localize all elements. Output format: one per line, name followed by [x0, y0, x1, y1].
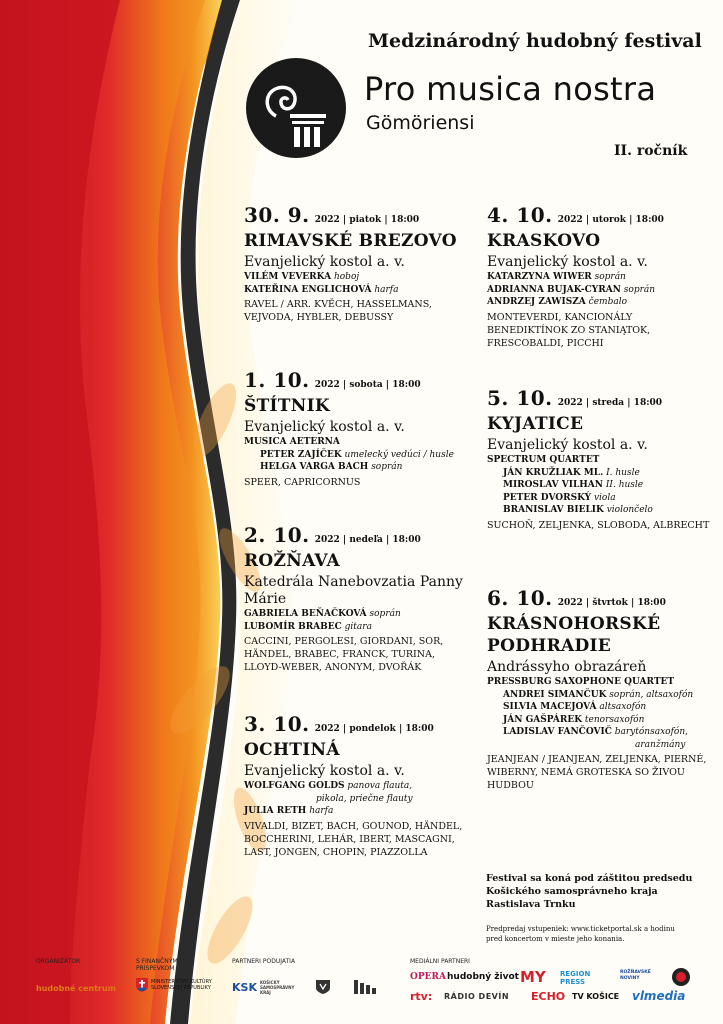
- performer: aranžmány: [635, 739, 686, 750]
- event-rimavske-brezovo: [244, 205, 474, 324]
- financial-label: S FINANČNÝM PRÍSPEVKOM: [136, 958, 178, 972]
- event-meta: 2022 | pondelok | 18:00: [314, 724, 434, 734]
- festival-heading: Medzinárodný hudobný festival: [368, 30, 702, 52]
- event-venue: Evanjelický kostol a. v.: [244, 254, 405, 270]
- performer: ANDRZEJ ZAWISZA čembalo: [487, 297, 627, 307]
- event-town: KRASKOVO: [487, 231, 601, 251]
- event-meta: 2022 | nedeľa | 18:00: [314, 535, 421, 545]
- event-program: JEANJEAN / JEANJEAN, ZELJENKA, PIERNÉ, WIBERNY, NEMÁ GROTESKA SO ŽIVOU HUDBOU: [487, 754, 707, 791]
- event-date: 5. 10.: [487, 386, 553, 410]
- ministry-logo[interactable]: MINISTERSTVO KULTÚRY SLOVENSKEJ REPUBLIKY: [136, 978, 215, 992]
- ticket-info: Predpredaj vstupeniek: www.ticketportal.sk a hodinu pred koncertom v mieste jeho konania.: [486, 925, 675, 943]
- media-opera-logo[interactable]: OPERA: [410, 972, 446, 982]
- event-stitnik: [244, 370, 474, 489]
- event-venue: Evanjelický kostol a. v.: [244, 763, 405, 779]
- partner-building-icon[interactable]: [354, 980, 376, 994]
- event-town: ROŽŇAVA: [244, 551, 340, 571]
- event-program: RAVEL / ARR. KVĚCH, HASSELMANS, VEJVODA, HYBLER, DEBUSSY: [244, 299, 432, 323]
- media-rtv-logo[interactable]: rtv:: [410, 990, 433, 1003]
- event-venue: Evanjelický kostol a. v.: [487, 437, 648, 453]
- event-venue: Katedrála Nanebovzatia Panny Márie: [244, 574, 463, 607]
- event-program: SUCHOŇ, ZELJENKA, SLOBODA, ALBRECHT: [487, 519, 710, 531]
- performer: ANDREI SIMANČUK soprán, altsaxofón: [503, 689, 694, 700]
- performer: MUSICA AETERNA: [244, 437, 340, 447]
- event-program: MONTEVERDI, KANCIONÁLY BENEDIKTÍNOK ZO STANIĄTOK, FRESCOBALDI, PICCHI: [487, 311, 651, 349]
- media-echo-logo[interactable]: ECHO: [531, 990, 566, 1003]
- performer: JÁN GAŠPÁREK tenorsaxofón: [503, 714, 645, 725]
- event-program: SPEER, CAPRICORNUS: [244, 476, 361, 488]
- performer: JÁN KRUŽLIAK ML. I. husle: [503, 467, 640, 478]
- event-town: ŠTÍTNIK: [244, 396, 330, 416]
- media-roznavske-noviny-logo[interactable]: ROŽŇAVSKÉ NOVINY: [620, 970, 651, 981]
- ksk-logo[interactable]: KSK KOŠICKÝ SAMOSPRÁVNY KRAJ: [232, 980, 295, 995]
- performer: JULIA RETH harfa: [244, 806, 334, 816]
- partners-label: PARTNERI PODUJATIA: [232, 958, 296, 965]
- event-roznava: [244, 525, 474, 674]
- event-meta: 2022 | streda | 18:00: [557, 398, 663, 408]
- edition-label: II. ročník: [614, 143, 688, 159]
- event-kyjatice: [487, 388, 712, 532]
- event-meta: 2022 | štvrtok | 18:00: [557, 598, 666, 608]
- media-my-logo[interactable]: MY: [520, 968, 546, 986]
- event-venue: Evanjelický kostol a. v.: [487, 254, 648, 270]
- column-capital-logo-icon: [246, 58, 346, 158]
- event-date: 3. 10.: [244, 712, 310, 736]
- event-date: 30. 9.: [244, 203, 310, 227]
- event-meta: 2022 | piatok | 18:00: [314, 215, 420, 225]
- event-date: 4. 10.: [487, 203, 553, 227]
- event-program: VIVALDI, BIZET, BACH, GOUNOD, HÄNDEL, BOCCHERINI, LEHÁR, IBERT, MASCAGNI, LAST, JONGEN, CHOPIN, PIAZZOLLA: [244, 820, 463, 858]
- performer: SILVIA MACEJOVÁ altsaxofón: [503, 702, 647, 712]
- media-radio-devin-logo[interactable]: RÁDIO DEVÍN: [444, 992, 510, 1001]
- event-date: 1. 10.: [244, 368, 310, 392]
- performer: VILÉM VEVERKA hoboj: [244, 272, 360, 282]
- event-date: 2. 10.: [244, 523, 310, 547]
- performer: PETER DVORSKÝ viola: [503, 492, 616, 503]
- event-venue: Evanjelický kostol a. v.: [244, 419, 405, 435]
- media-hudobny-zivot-logo[interactable]: hudobný život: [447, 972, 519, 982]
- event-venue: Andrássyho obrazáreň: [487, 659, 647, 675]
- performer: PETER ZAJÍČEK umelecký vedúci / husle: [260, 449, 454, 460]
- performer: KATEŘINA ENGLICHOVÁ harfa: [244, 284, 399, 295]
- event-date: 6. 10.: [487, 586, 553, 610]
- event-town: KRÁSNOHORSKÉ PODHRADIE: [487, 614, 661, 656]
- organizer-label: ORGANIZÁTOR: [36, 958, 81, 965]
- event-meta: 2022 | sobota | 18:00: [314, 380, 421, 390]
- media-tv-kosice-logo[interactable]: TV KOŠICE: [572, 992, 620, 1001]
- performer: SPECTRUM QUARTET: [487, 455, 600, 465]
- event-krasnohorske-podhradie: [487, 588, 707, 792]
- event-ochtina: [244, 714, 474, 859]
- festival-subtitle: Gömöriensi: [366, 112, 475, 134]
- performer: BRANISLAV BIELIK violončelo: [503, 505, 653, 515]
- performer: WOLFGANG GOLDS panova flauta,: [244, 781, 413, 791]
- event-program: CACCINI, PERGOLESI, GIORDANI, SOR, HÄNDEL, BRABEC, FRANCK, TURINA, LLOYD-WEBER, ANONYM, DVOŘÁK: [244, 636, 444, 673]
- performer: pikola, priečne flauty: [316, 793, 413, 804]
- performer: LUBOMÍR BRABEC gitara: [244, 621, 372, 632]
- performer: HELGA VARGA BACH soprán: [260, 462, 403, 472]
- media-label: MEDIÁLNI PARTNERI: [410, 958, 470, 965]
- festival-title: Pro musica nostra: [364, 70, 657, 108]
- performer: KATARZYNA WIWER soprán: [487, 272, 626, 282]
- event-meta: 2022 | utorok | 18:00: [557, 215, 664, 225]
- media-vlmedia-logo[interactable]: vlmedia: [632, 989, 686, 1003]
- media-region-press-logo[interactable]: REGION PRESS: [560, 970, 591, 986]
- partner-shield-icon[interactable]: [316, 980, 330, 994]
- event-kraskovo: [487, 205, 712, 350]
- performer: MIROSLAV VILHAN II. husle: [503, 480, 644, 490]
- event-town: OCHTINÁ: [244, 740, 340, 760]
- performer: ADRIANNA BUJAK-CYRAN soprán: [487, 284, 656, 295]
- event-town: KYJATICE: [487, 414, 584, 434]
- organizer-logo[interactable]: hudobné centrum: [36, 984, 116, 993]
- performer: PRESSBURG SAXOPHONE QUARTET: [487, 677, 675, 687]
- media-round-badge-icon[interactable]: [672, 968, 690, 986]
- event-town: RIMAVSKÉ BREZOVO: [244, 231, 457, 251]
- performer: GABRIELA BEŇAČKOVÁ soprán: [244, 609, 401, 619]
- slovak-coat-of-arms-icon: [136, 978, 148, 992]
- patronage-note: Festival sa koná pod záštitou predsedu Košického samosprávneho kraja Rastislava Trnku: [486, 873, 693, 910]
- performer: LADISLAV FANČOVIČ barytónsaxofón,: [503, 727, 688, 737]
